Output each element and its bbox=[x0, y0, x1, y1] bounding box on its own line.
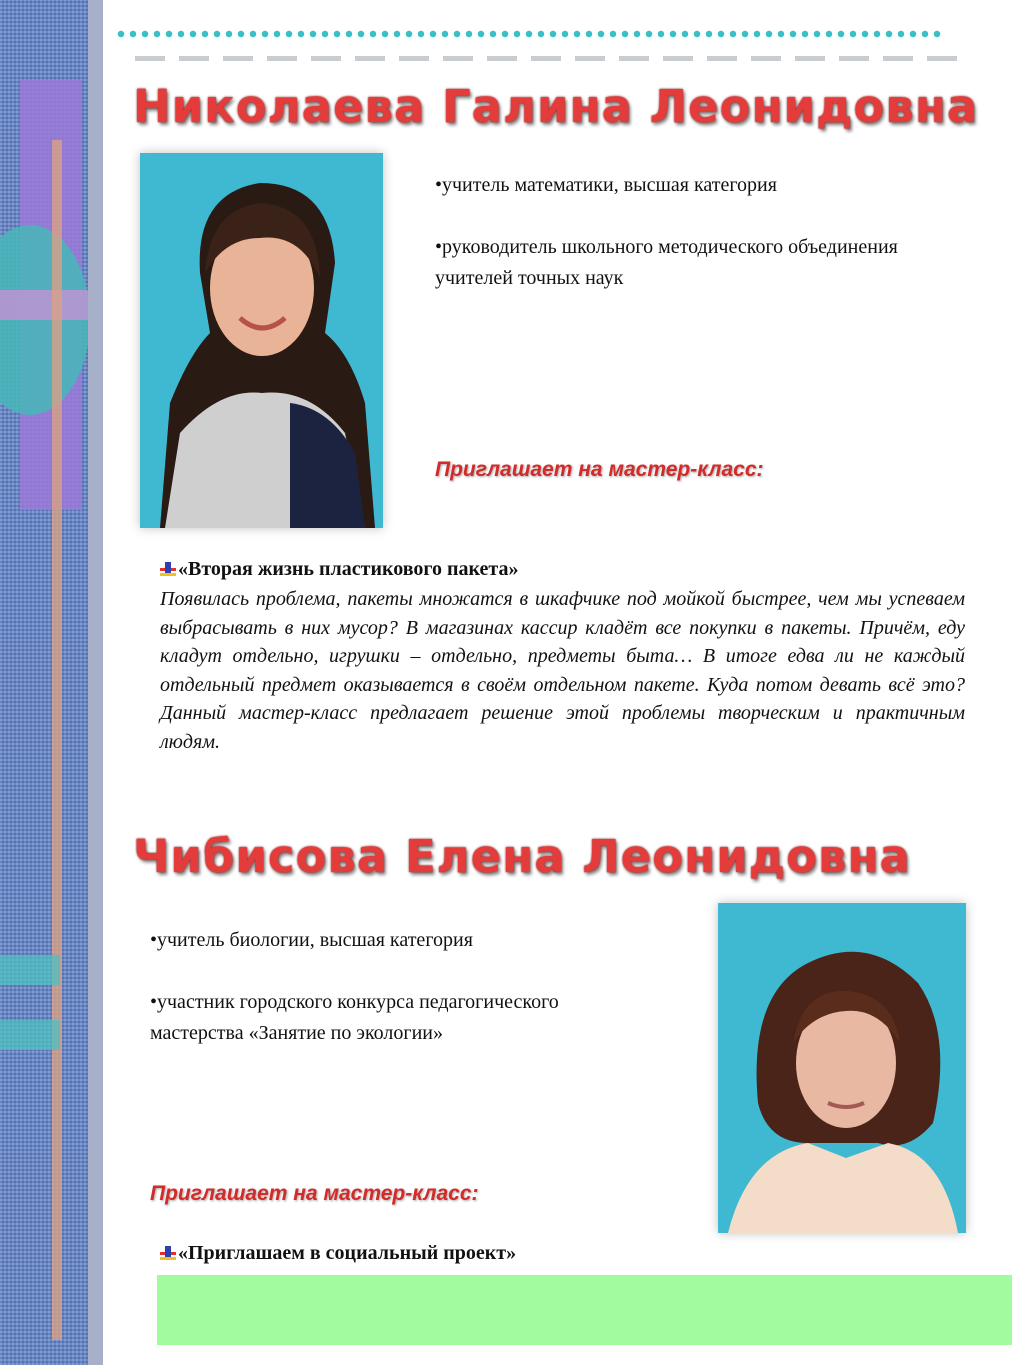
master-class-title-2-text: «Приглашаем в социальный проект» bbox=[178, 1242, 517, 1264]
teacher-2-invite: Приглашает на мастер-класс: bbox=[150, 1182, 479, 1205]
teacher-photo-1 bbox=[140, 153, 383, 528]
teacher-name-1: Николаева Галина Леонидовна bbox=[133, 80, 979, 133]
teacher-2-bullet-1: •учитель биологии, высшая категория bbox=[150, 929, 473, 951]
teacher-2-bullet-2: •участник городского конкурса педагогического мастерства «Занятие по экологии» bbox=[150, 991, 559, 1044]
list-bullet-icon bbox=[160, 559, 176, 573]
teacher-name-2: Чибисова Елена Леонидовна bbox=[133, 830, 911, 883]
teacher-1-invite: Приглашает на мастер-класс: bbox=[435, 458, 764, 481]
decorative-side-strip bbox=[0, 0, 103, 1365]
decorative-dashes bbox=[135, 56, 965, 61]
list-bullet-icon bbox=[160, 1243, 176, 1257]
master-class-description-1: Появилась проблема, пакеты множатся в шкафчике под мойкой быстрее, чем мы успеваем выбрасывать в них мусор? В магазинах кассир кладёт все покупки в пакеты. Причём, еду кладут отдельно, игрушки – отдельно, предметы быта… В итоге едва ли не каждый отдельный предмет оказывается в своём отдельном пакете. Куда потом девать всё это? Данный мастер-класс предлагает решение этой проблемы творческим и практичным людям. bbox=[160, 588, 965, 753]
teacher-photo-2 bbox=[718, 903, 966, 1233]
teacher-1-bullet-1: •учитель математики, высшая категория bbox=[435, 174, 777, 196]
decorative-dots bbox=[115, 30, 945, 38]
green-content-box bbox=[157, 1275, 1012, 1345]
master-class-title-1 bbox=[160, 558, 518, 581]
master-class-title-2 bbox=[160, 1242, 516, 1265]
master-class-title-1-text: «Вторая жизнь пластикового пакета» bbox=[178, 558, 519, 580]
teacher-1-bullet-2: •руководитель школьного методического объединения учителей точных наук bbox=[435, 236, 898, 289]
